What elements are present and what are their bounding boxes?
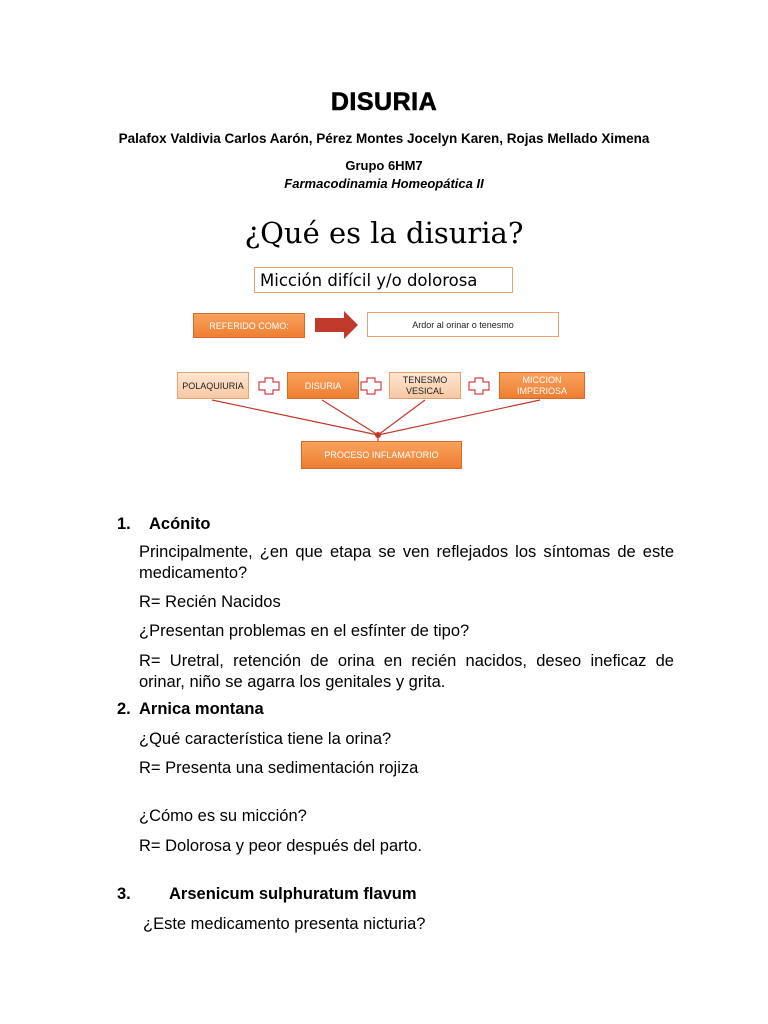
answer-text: R= Uretral, retención de orina en recién nacidos, deseo ineficaz de orinar, niño se agarra los genitales y grita. <box>139 652 674 691</box>
question-text: ¿Cómo es su micción? <box>139 807 307 825</box>
section-number: 3. <box>117 885 131 903</box>
diagram-connectors <box>0 0 768 500</box>
answer-text: R= Presenta una sedimentación rojiza <box>139 759 419 777</box>
section-title: Arnica montana <box>139 700 264 718</box>
plus-connector-icon <box>361 378 381 394</box>
definition-box: Micción difícil y/o dolorosa <box>254 267 513 293</box>
section-number: 2. <box>117 700 131 718</box>
symptom-polaquiuria: POLAQUIURIA <box>177 372 249 399</box>
authors: Palafox Valdivia Carlos Aarón, Pérez Montes Jocelyn Karen, Rojas Mellado Ximena <box>118 131 650 146</box>
section-number: 1. <box>117 515 131 533</box>
question-text: ¿Presentan problemas en el esfínter de tipo? <box>139 622 470 640</box>
referred-value-box: Ardor al orinar o tenesmo <box>367 312 559 337</box>
question-text: Principalmente, ¿en que etapa se ven reflejados los síntomas de este medicamento? <box>139 543 674 582</box>
arrow-right-icon <box>315 311 358 339</box>
answer-text: R= Dolorosa y peor después del parto. <box>139 837 422 855</box>
diagram-heading: ¿Qué es la disuria? <box>244 216 524 250</box>
section-title: Acónito <box>149 515 211 533</box>
plus-connector-icon <box>259 378 279 394</box>
section-title: Arsenicum sulphuratum flavum <box>169 885 417 903</box>
symptom-miccion: MICCION IMPERIOSA <box>499 372 585 399</box>
course: Farmacodinamia Homeopática II <box>284 176 484 191</box>
symptom-disuria: DISURIA <box>287 372 359 399</box>
plus-connector-icon <box>469 378 489 394</box>
answer-text: R= Recién Nacidos <box>139 593 281 611</box>
cause-box: PROCESO INFLAMATORIO <box>301 441 462 469</box>
question-text: ¿Este medicamento presenta nicturia? <box>143 915 426 933</box>
question-text: ¿Qué característica tiene la orina? <box>139 730 392 748</box>
group: Grupo 6HM7 <box>345 158 423 173</box>
document-title: DISURIA <box>330 88 438 116</box>
symptom-tenesmo: TENESMO VESICAL <box>389 372 461 399</box>
referred-label-box: REFERIDO COMO: <box>193 313 305 338</box>
